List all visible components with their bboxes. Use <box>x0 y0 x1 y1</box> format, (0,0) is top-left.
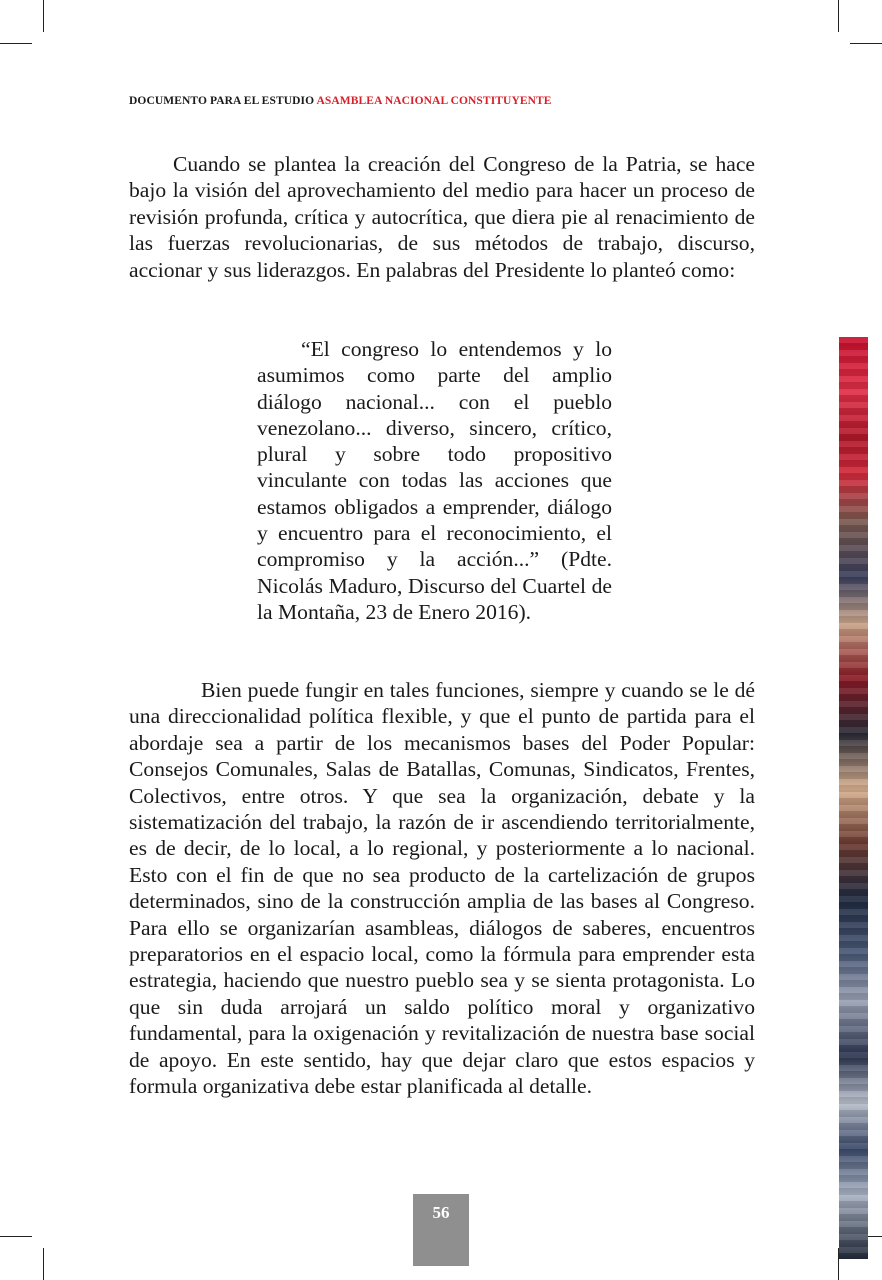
header-prefix: DOCUMENTO PARA EL ESTUDIO <box>129 95 315 107</box>
crop-mark-top-left-horizontal <box>0 43 32 44</box>
page-number: 56 <box>432 1203 450 1222</box>
crop-mark-bottom-left-vertical <box>43 1248 44 1280</box>
running-header <box>129 95 552 107</box>
crowd-photo-texture <box>839 337 868 1259</box>
page-number-tab <box>413 1194 469 1266</box>
paragraph-intro: Cuando se plantea la creación del Congreso de la Patria, se hace bajo la visión del aprovechamiento del medio para hacer un proceso de revisión profunda, crítica y autocrítica, que diera pie al renacimiento de las fuerzas revolucionarias, de sus métodos de trabajo, discurso, accionar y sus liderazgos. En palabras del Presidente lo planteó como: <box>129 152 755 282</box>
crowd-photo-strip <box>839 337 868 1259</box>
crop-mark-top-right-vertical <box>838 0 839 32</box>
crop-mark-top-left-vertical <box>43 0 44 32</box>
block-quote: “El congreso lo entendemos y lo asumimos como parte del amplio diálogo nacional... con el pueblo venezolano... diverso, sincero, crítico, plural y sobre todo propositivo vinculante con todas las acciones que estamos obligados a emprender, diálogo y encuentro para el reconocimiento, el compromiso y la acción...” (Pdte. Nicolás Maduro, Discurso del Cuartel de la Montaña, 23 de Enero 2016). <box>257 337 612 624</box>
crop-mark-bottom-left-horizontal <box>0 1236 32 1237</box>
header-highlight: ASAMBLEA NACIONAL CONSTITUYENTE <box>316 95 552 107</box>
paragraph-main: Bien puede fungir en tales funciones, siempre y cuando se le dé una direccionalidad política flexible, y que el punto de partida para el abordaje sea a partir de los mecanismos bases del Poder Popular: Consejos Comunales, Salas de Batallas, Comunas, Sindicatos, Frentes, Colectivos, entre otros. Y que sea la organización, debate y la sistematización del trabajo, la razón de ir ascendiendo territorialmente, es de decir, de lo local, a lo regional, y posteriormente a lo nacional. Esto con el fin de que no sea producto de la cartelización de grupos determinados, sino de la construcción amplia de las bases al Congreso. Para ello se organizarían asambleas, diálogos de saberes, encuentros preparatorios en el espacio local, como la fórmula para emprender esta estrategia, haciendo que nuestro pueblo sea y se sienta protagonista. Lo que sin duda arrojará un saldo político moral y organizativo fundamental, para la oxigenación y revitalización de nuestra base social de apoyo. En este sentido, hay que dejar claro que estos espacios y formula organizativa debe estar planificada al detalle. <box>129 678 755 1099</box>
crop-mark-top-right-horizontal <box>850 43 882 44</box>
